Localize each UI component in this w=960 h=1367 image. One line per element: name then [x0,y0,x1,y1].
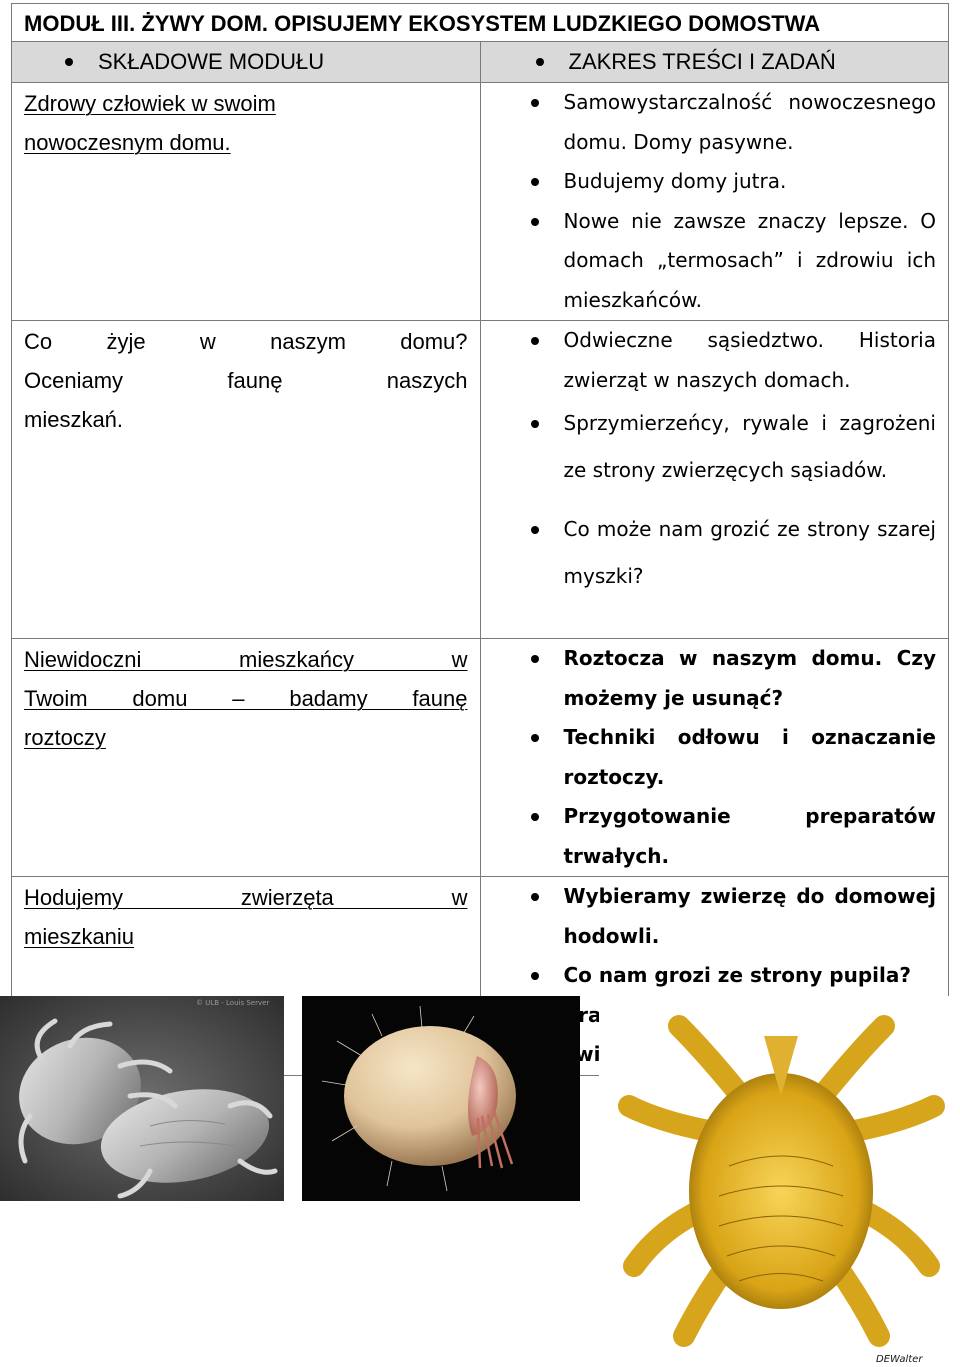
content-item: Budujemy domy jutra. [481,162,937,202]
module-table [11,3,949,1076]
content-item: Nowe nie zawsze znaczy lepsze. O domach „termosach” i zdrowiu ich mieszkańców. [481,202,937,321]
module-row [12,321,949,639]
component-line: mieszkaniu [24,924,135,949]
content-item: Co może nam grozić ze strony szarej myszki? [481,506,937,600]
header-left-label: SKŁADOWE MODUŁU [98,49,325,74]
photo1-credit: © ULB - Louis Server [196,999,270,1007]
content-item: Samowystarczalność nowoczesnego domu. Domy pasywne. [481,83,937,162]
content-item: Wybieramy zwierzę do domowej hodowli. [481,877,937,956]
header-cell-left [12,42,481,83]
component-line: roztoczy [24,725,106,750]
module-row [12,83,949,321]
content-item: Sprzymierzeńcy, rywale i zagrożeni ze strony zwierzęcych sąsiadów. [481,400,937,494]
component-cell [12,639,481,877]
content-cell [480,83,949,321]
component-line: Oceniamy faunę naszych [24,368,468,393]
component-cell [12,321,481,639]
header-row [12,42,949,83]
mite-sem-photo-yellow [599,996,960,1367]
component-line: Niewidoczni mieszkańcy w [24,647,468,672]
component-line: nowoczesnym domu. [24,130,231,155]
component-cell [12,83,481,321]
bullet-icon [536,58,544,66]
mite-sem-photo-gray [0,996,284,1201]
content-cell [480,321,949,639]
content-item: Roztocza w naszym domu. Czy możemy je usunąć? [481,639,937,718]
component-line: Zdrowy człowiek w swoim [24,91,276,116]
component-line: Hodujemy zwierzęta w [24,885,468,910]
content-item: Prawo [481,996,937,1075]
component-line: mieszkań. [24,407,124,432]
header-cell-right [480,42,949,83]
content-item: Co nam grozi ze strony pupila? [481,956,937,996]
content-item: Techniki odłowu i oznaczanie roztoczy. [481,718,937,797]
component-line: Co żyje w naszym domu? [24,329,468,354]
content-item: Przygotowanie preparatów trwałych. [481,797,937,876]
module-title: MODUŁ III. ŻYWY DOM. OPISUJEMY EKOSYSTEM LUDZKIEGO DOMOSTWA [12,4,949,42]
content-item: Odwieczne sąsiedztwo. Historia zwierząt w naszych domach. [481,321,937,400]
mite-sem-photo-round [302,996,580,1201]
component-line: Twoim domu – badamy faunę [24,686,468,711]
header-right-label: ZAKRES TREŚCI I ZADAŃ [568,49,836,74]
photo3-credit: DEWalter [876,1354,923,1365]
content-cell [480,639,949,877]
module-row [12,639,949,877]
bullet-icon [65,58,73,66]
